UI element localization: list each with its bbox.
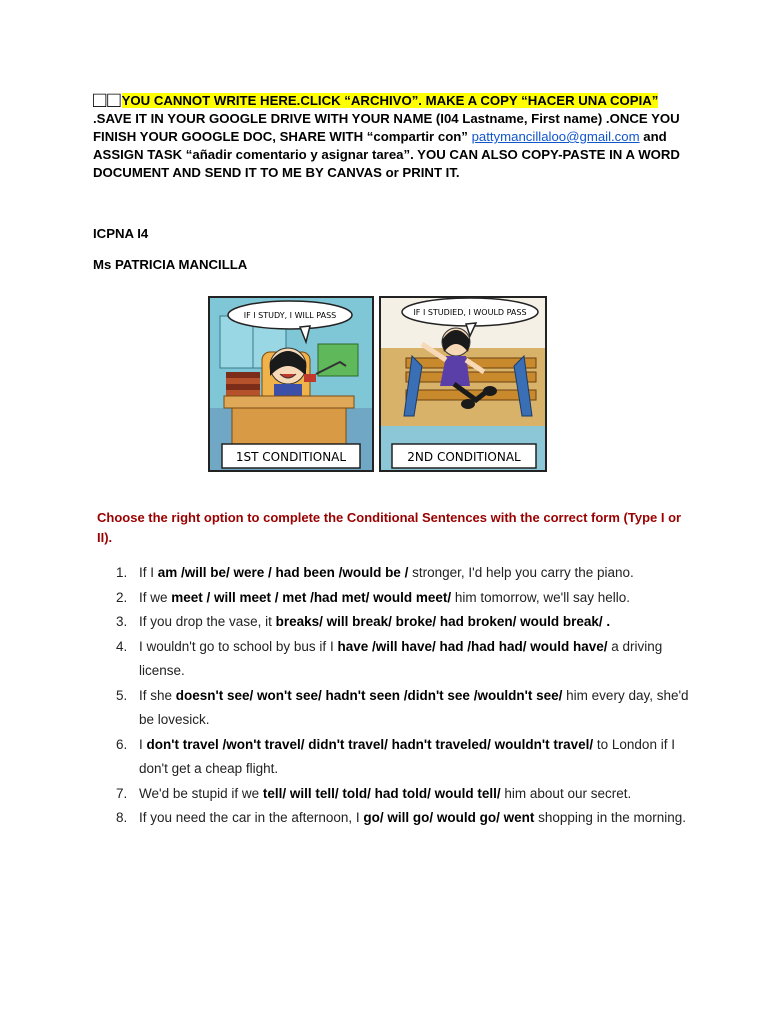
question-number: 3. <box>116 614 128 629</box>
question-item <box>111 733 691 782</box>
question-options[interactable]: doesn't see/ won't see/ hadn't seen /didn't see /wouldn't see/ <box>175 687 563 703</box>
question-number: 4. <box>116 638 128 654</box>
question-text-after: shopping in the morning. <box>534 810 686 825</box>
intro-instructions <box>93 87 693 182</box>
question-options[interactable]: have /will have/ had /had had/ would have/ <box>337 638 608 654</box>
teacher-name: Ms PATRICIA MANCILLA <box>93 257 248 272</box>
question-options[interactable]: am /will be/ were / had been /would be / <box>157 565 409 580</box>
question-number: 8. <box>116 810 128 825</box>
question-options[interactable]: breaks/ will break/ broke/ had broken/ would break/ . <box>275 614 611 629</box>
question-text-after: to London if I don't get a cheap flight. <box>139 736 675 776</box>
speech-first-conditional: IF I STUDY, I WILL PASS <box>243 311 337 320</box>
question-item <box>111 561 691 586</box>
question-text-before: If I <box>139 565 158 580</box>
checkbox-glyphs: □□ <box>93 87 122 112</box>
question-text-after: stronger, I'd help you carry the piano. <box>408 565 634 580</box>
question-text-after: him tomorrow, we'll say hello. <box>451 589 630 605</box>
course-label: ICPNA I4 <box>93 226 149 241</box>
question-options[interactable]: meet / will meet / met /had met/ would meet/ <box>171 589 452 605</box>
question-options[interactable]: tell/ will tell/ told/ had told/ would tell/ <box>262 785 501 801</box>
question-item <box>111 610 691 635</box>
save-instructions: .SAVE IT IN YOUR GOOGLE DRIVE WITH YOUR NAME (I04 Lastname, First name) .ONCE YOU FINISH YOUR GOOGLE DOC, SHARE WITH “compartir con” <box>93 111 680 144</box>
speech-second-conditional: IF I STUDIED, I WOULD PASS <box>413 308 527 317</box>
question-text-before: If you drop the vase, it <box>139 614 276 629</box>
question-number: 7. <box>116 785 128 801</box>
question-text-before: I wouldn't go to school by bus if I <box>139 638 338 654</box>
highlighted-warning: YOU CANNOT WRITE HERE.CLICK “ARCHIVO”. MAKE A COPY “HACER UNA COPIA” <box>121 93 659 108</box>
question-item <box>111 806 691 831</box>
question-list <box>111 561 691 831</box>
question-text-after: a driving license. <box>139 638 663 678</box>
question-text-before: I <box>139 736 147 752</box>
exercise-instruction: Choose the right option to complete the Conditional Sentences with the correct form (Type I or II). <box>97 510 682 545</box>
question-text-before: If we <box>139 589 172 605</box>
share-instructions: and ASSIGN TASK “añadir comentario y asignar tarea”. YOU CAN ALSO COPY-PASTE IN A WORD DOCUMENT AND SEND IT TO ME BY CANVAS or PRINT IT. <box>93 129 680 180</box>
question-options[interactable]: don't travel /won't travel/ didn't travel/ hadn't traveled/ wouldn't travel/ <box>146 736 594 752</box>
caption-second-conditional: 2ND CONDITIONAL <box>407 450 521 464</box>
question-number: 2. <box>116 589 128 605</box>
question-item <box>111 684 691 733</box>
question-text-before: We'd be stupid if we <box>139 785 263 801</box>
question-item <box>111 782 691 807</box>
teacher-email-link[interactable]: pattymancillaloo@gmail.com <box>471 129 640 144</box>
question-text-before: If she <box>139 687 176 703</box>
caption-first-conditional: 1ST CONDITIONAL <box>235 450 347 464</box>
question-options[interactable]: go/ will go/ would go/ went <box>363 810 535 825</box>
question-number: 1. <box>116 565 128 580</box>
comic-panel-first-conditional <box>209 297 373 471</box>
question-number: 5. <box>116 687 128 703</box>
question-text-after: him every day, she'd be lovesick. <box>139 687 689 727</box>
question-text-after: him about our secret. <box>500 785 632 801</box>
conditional-comic <box>208 296 548 472</box>
question-text-before: If you need the car in the afternoon, I <box>139 810 364 825</box>
comic-panel-second-conditional <box>380 297 546 471</box>
question-item <box>111 586 691 611</box>
question-number: 6. <box>116 736 128 752</box>
question-item <box>111 635 691 684</box>
